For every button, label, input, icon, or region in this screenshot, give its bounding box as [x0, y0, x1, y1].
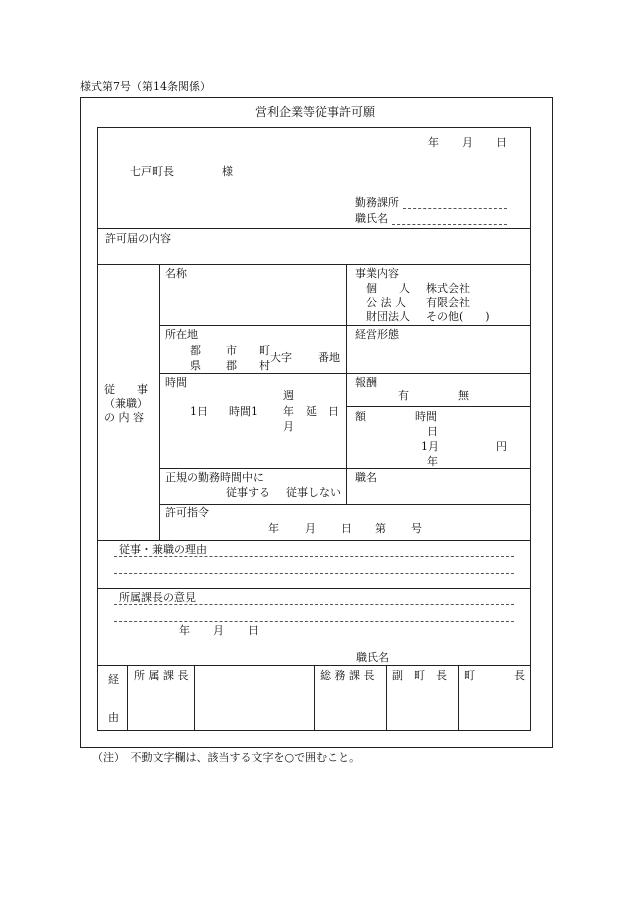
permit-order-label: 許可指令	[165, 506, 209, 519]
addressee-name: 七戸町長	[130, 165, 174, 178]
footnote: （注） 不動文字欄は、該当する文字を○で囲むこと。	[92, 751, 361, 764]
routing-col-3: 副 町 長	[392, 669, 447, 682]
regular-hours-option-2[interactable]: 従事しない	[286, 486, 341, 499]
permit-order-year: 年	[268, 522, 279, 535]
business-option-1b[interactable]: 株式会社	[426, 282, 470, 295]
business-option-2b[interactable]: 有限会社	[426, 296, 470, 309]
addressee-honorific: 様	[222, 165, 233, 178]
opinion-day: 日	[248, 624, 259, 637]
location-banchi: 番地	[318, 351, 340, 364]
dept-label: 勤務課所	[355, 196, 399, 209]
remuneration-label: 報酬	[355, 376, 377, 389]
routing-col-2: 総 務 課 長	[320, 669, 375, 682]
business-option-1a[interactable]: 個 人	[366, 282, 410, 295]
permit-order-number-suffix: 号	[411, 522, 422, 535]
business-option-3b[interactable]: その他( )	[426, 310, 490, 323]
dept-field[interactable]	[403, 208, 507, 209]
location-shi[interactable]: 市	[226, 344, 237, 357]
time-label: 時間	[165, 376, 187, 389]
management-label: 経営形態	[355, 328, 399, 341]
form-title: 営利企業等従事許可願	[255, 105, 376, 119]
routing-col-1: 所 属 課 長	[134, 669, 189, 682]
permit-order-number-prefix: 第	[375, 522, 386, 535]
date-day: 日	[496, 136, 507, 149]
amount-yen: 円	[496, 440, 507, 453]
location-aza: 大字	[270, 351, 292, 364]
amount-month[interactable]: 1月	[421, 440, 439, 453]
location-mura[interactable]: 村	[259, 359, 270, 372]
location-machi[interactable]: 町	[259, 344, 270, 357]
permit-order-day: 日	[341, 522, 352, 535]
time-extended: 延 日	[306, 405, 339, 418]
opinion-month: 月	[213, 624, 224, 637]
business-option-3a[interactable]: 財団法人	[366, 310, 410, 323]
side-label-3: の 内 容	[104, 411, 144, 424]
side-label-1: 従 事	[104, 383, 148, 396]
routing-label-bottom: 由	[108, 711, 119, 724]
date-year: 年	[428, 136, 439, 149]
routing-col-4b: 長	[514, 669, 525, 682]
name-section-label: 名称	[165, 267, 187, 280]
amount-label: 額	[355, 410, 366, 423]
business-label: 事業内容	[355, 267, 399, 280]
opinion-line-2[interactable]	[114, 621, 514, 622]
reason-label: 従事・兼職の理由	[119, 543, 207, 556]
location-label: 所在地	[165, 328, 198, 341]
regular-hours-label: 正規の勤務時間中に	[165, 471, 264, 484]
post-label: 職名	[355, 471, 377, 484]
business-option-2a[interactable]: 公 法 人	[366, 296, 406, 309]
opinion-line-1[interactable]	[114, 604, 514, 605]
opinion-year: 年	[179, 624, 190, 637]
amount-day[interactable]: 日	[427, 425, 438, 438]
regular-hours-option-1[interactable]: 従事する	[226, 486, 270, 499]
time-week[interactable]: 週	[283, 389, 294, 402]
location-to[interactable]: 都	[190, 344, 201, 357]
remuneration-yes[interactable]: 有	[398, 389, 409, 402]
side-label-2: （兼職）	[104, 397, 148, 410]
time-year[interactable]: 年	[283, 405, 294, 418]
remuneration-no[interactable]: 無	[458, 389, 469, 402]
permit-content-label: 許可届の内容	[105, 232, 171, 245]
amount-year[interactable]: 年	[427, 455, 438, 468]
inner-frame	[97, 127, 531, 731]
name-field[interactable]	[392, 224, 507, 225]
permit-order-month: 月	[305, 522, 316, 535]
opinion-name-label: 職氏名	[356, 651, 389, 664]
opinion-label: 所属課長の意見	[119, 591, 196, 604]
reason-line-2[interactable]	[114, 573, 514, 574]
form-number: 様式第7号（第14条関係）	[80, 80, 211, 93]
time-hours: 時間1	[229, 405, 258, 418]
location-gun[interactable]: 郡	[226, 359, 237, 372]
time-month[interactable]: 月	[283, 420, 294, 433]
reason-line-1[interactable]	[114, 556, 514, 557]
name-label: 職氏名	[355, 212, 388, 225]
date-month: 月	[462, 136, 473, 149]
routing-label-top: 経	[108, 673, 119, 686]
routing-col-4a: 町	[464, 669, 475, 682]
location-ken[interactable]: 県	[190, 359, 201, 372]
time-day: 1日	[190, 405, 208, 418]
amount-hours[interactable]: 時間	[415, 410, 437, 423]
